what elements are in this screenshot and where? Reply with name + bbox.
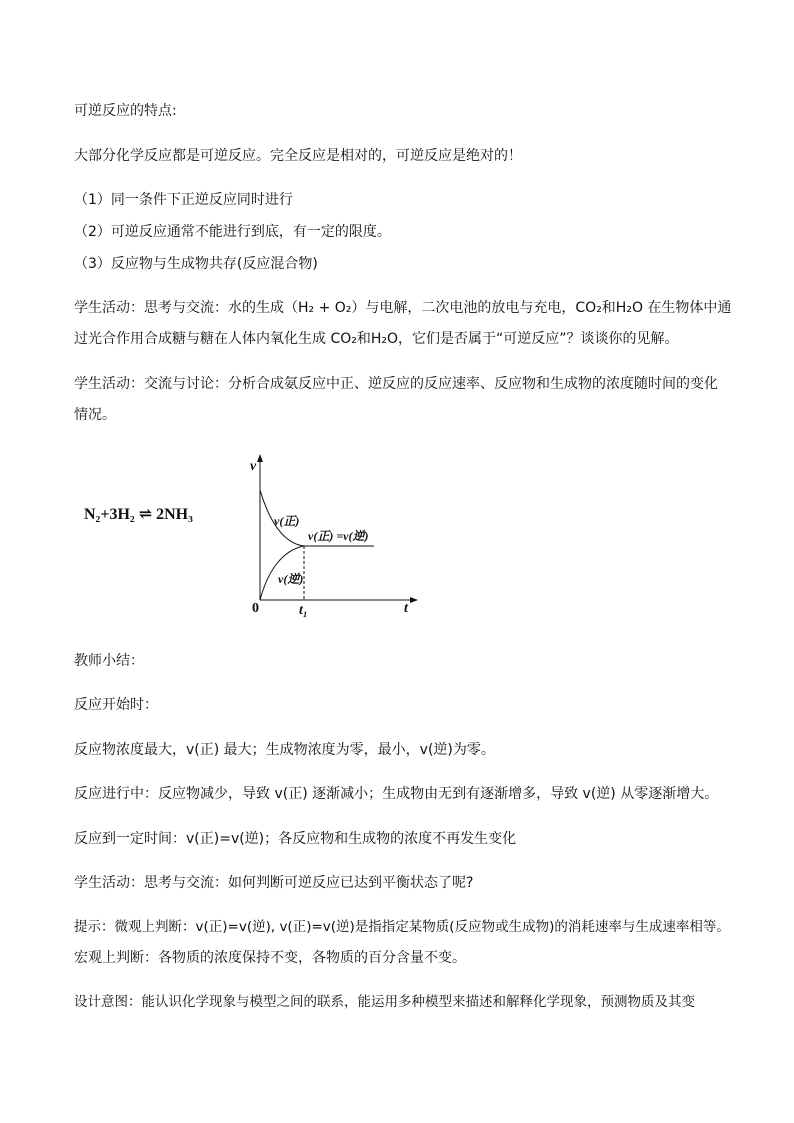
x-axis-label: t bbox=[404, 601, 408, 616]
hint-macro: 宏观上判断：各物质的浓度保持不变，各物质的百分含量不变。 bbox=[74, 950, 466, 966]
teacher-summary: 教师小结： bbox=[74, 653, 144, 669]
hint-micro: 提示：微观上判断：v(正)=v(逆), v(正)=v(逆)是指指定某物质(反应物或生成物)的消耗速率与生成速率相等。 bbox=[74, 919, 730, 935]
origin-label: 0 bbox=[252, 601, 259, 616]
start-heading: 反应开始时： bbox=[74, 697, 158, 713]
x-axis-arrow bbox=[410, 597, 418, 603]
point-2: （2）可逆反应通常不能进行到底，有一定的限度。 bbox=[74, 224, 391, 240]
design-intent: 设计意图：能认识化学现象与模型之间的联系，能运用多种模型来描述和解释化学现象，预测物质及其变 bbox=[74, 994, 695, 1010]
activity2-line2: 情况。 bbox=[74, 407, 116, 423]
progress-text: 反应进行中：反应物减少，导致 v(正) 逐渐减小；生成物由无到有逐渐增多，导致 v(逆) 从零逐渐增大。 bbox=[74, 786, 719, 802]
point-1: （1）同一条件下正逆反应同时进行 bbox=[74, 192, 293, 208]
activity1-line1: 学生活动：思考与交流：水的生成（H₂ + O₂）与电解，二次电池的放电与充电，CO₂和H₂O 在生物体中通 bbox=[74, 300, 732, 316]
activity3-text: 学生活动：思考与交流：如何判断可逆反应已达到平衡状态了呢? bbox=[74, 875, 474, 891]
reaction-equation: N₂+3H₂ ⇌ 2NH₃ bbox=[84, 506, 193, 523]
t1-label: t₁ bbox=[299, 603, 308, 618]
rate-time-graph bbox=[238, 452, 428, 622]
equilibrium-text: 反应到一定时间：v(正)=v(逆)；各反应物和生成物的浓度不再发生变化 bbox=[74, 831, 517, 847]
intro-text: 大部分化学反应都是可逆反应。完全反应是相对的，可逆反应是绝对的！ bbox=[74, 148, 522, 164]
y-axis-label: v bbox=[250, 459, 257, 474]
point-3: （3）反应物与生成物共存(反应混合物) bbox=[74, 256, 318, 272]
section-heading: 可逆反应的特点: bbox=[74, 103, 177, 119]
y-axis-arrow bbox=[257, 454, 263, 462]
v-forward-label: v(正) bbox=[274, 514, 300, 528]
equilibrium-label: v(正) =v(逆) bbox=[308, 529, 369, 543]
v-reverse-label: v(逆) bbox=[278, 572, 304, 586]
start-text: 反应物浓度最大，v(正) 最大；生成物浓度为零，最小，v(逆)为零。 bbox=[74, 742, 495, 758]
activity2-line1: 学生活动：交流与讨论：分析合成氨反应中正、逆反应的反应速率、反应物和生成物的浓度随时间的变化 bbox=[74, 376, 718, 392]
activity1-line2: 过光合作用合成糖与糖在人体内氧化生成 CO₂和H₂O，它们是否属于“可逆反应”？谈谈你的见解。 bbox=[74, 331, 679, 347]
